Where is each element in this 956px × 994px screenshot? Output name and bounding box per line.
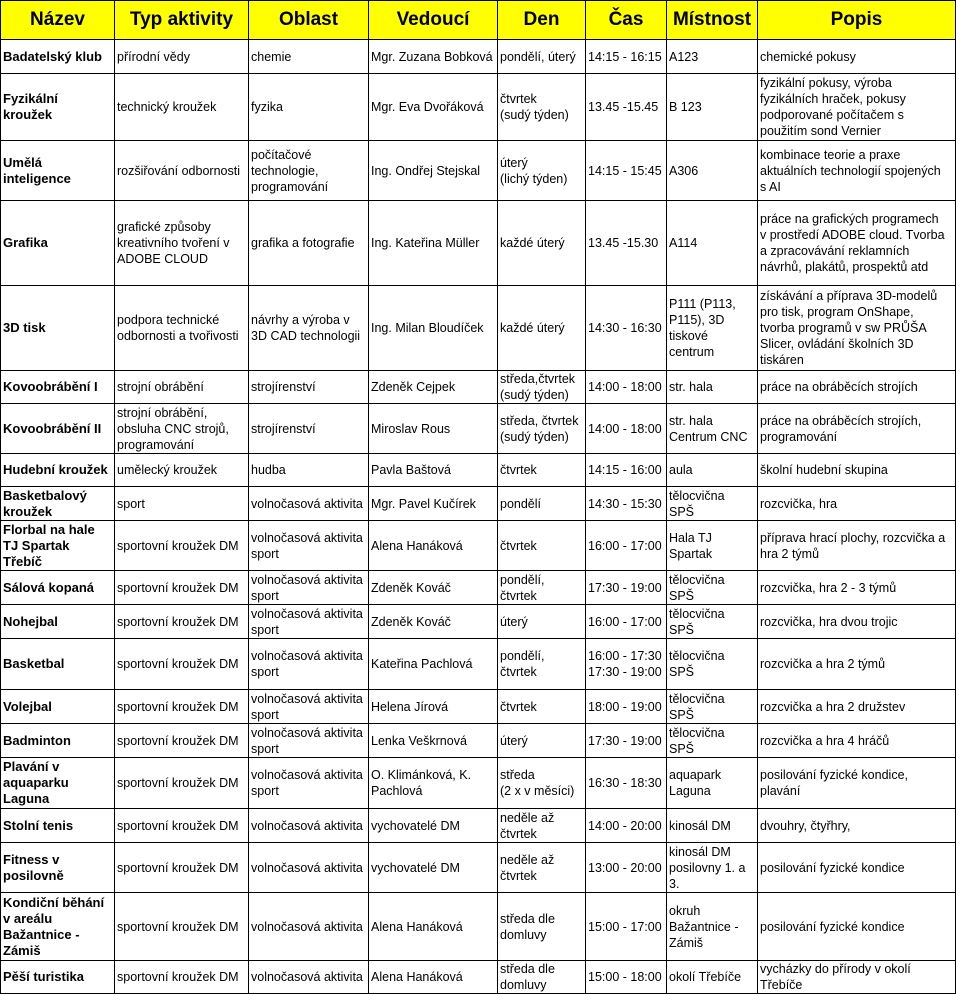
name-cell: Badminton	[1, 724, 115, 758]
room-cell: aula	[667, 454, 758, 487]
leader-cell: Alena Hanáková	[369, 893, 498, 961]
room-cell: tělocvična SPŠ	[667, 571, 758, 605]
area-cell: počítačové technologie, programování	[249, 141, 369, 201]
description-cell: získávání a příprava 3D-modelů pro tisk, program OnShape, tvorba programů v sw PRŮŠA Slicer, ovládání školních 3D tiskáren	[758, 286, 956, 371]
day-cell: čtvrtek	[498, 454, 586, 487]
day-cell: pondělí, úterý	[498, 40, 586, 74]
time-cell: 13.45 -15.30	[586, 201, 667, 286]
activity-type-cell: rozšiřování odbornosti	[115, 141, 249, 201]
leader-cell: Ing. Kateřina Müller	[369, 201, 498, 286]
description-cell: fyzikální pokusy, výroba fyzikálních hraček, pokusy podporované počítačem s použitím sond Vernier	[758, 74, 956, 141]
header-day: Den	[498, 1, 586, 40]
description-cell: rozcvička, hra dvou trojic	[758, 605, 956, 639]
room-cell: A123	[667, 40, 758, 74]
description-cell: posilování fyzické kondice	[758, 843, 956, 893]
leader-cell: Alena Hanáková	[369, 961, 498, 994]
name-cell: Basketbal	[1, 639, 115, 690]
table-row	[1, 141, 956, 201]
description-cell: školní hudební skupina	[758, 454, 956, 487]
area-cell: volnočasová aktivita	[249, 809, 369, 843]
activity-type-cell: sportovní kroužek DM	[115, 961, 249, 994]
leader-cell: Zdeněk Cejpek	[369, 371, 498, 404]
day-cell: úterý (lichý týden)	[498, 141, 586, 201]
time-cell: 14:15 - 16:00	[586, 454, 667, 487]
header-time: Čas	[586, 1, 667, 40]
area-cell: grafika a fotografie	[249, 201, 369, 286]
activity-type-cell: sportovní kroužek DM	[115, 571, 249, 605]
time-cell: 16:00 - 17:00	[586, 521, 667, 571]
day-cell: každé úterý	[498, 286, 586, 371]
name-cell: 3D tisk	[1, 286, 115, 371]
table-row	[1, 724, 956, 758]
time-cell: 17:30 - 19:00	[586, 724, 667, 758]
header-row	[1, 1, 956, 40]
activity-type-cell: sportovní kroužek DM	[115, 605, 249, 639]
leader-cell: Alena Hanáková	[369, 521, 498, 571]
room-cell: tělocvična SPŠ	[667, 487, 758, 521]
leader-cell: Ing. Milan Bloudíček	[369, 286, 498, 371]
name-cell: Basketbalový kroužek	[1, 487, 115, 521]
day-cell: středa,čtvrtek (sudý týden)	[498, 371, 586, 404]
header-area: Oblast	[249, 1, 369, 40]
table-row	[1, 286, 956, 371]
description-cell: posilování fyzické kondice, plavání	[758, 758, 956, 809]
room-cell: tělocvična SPŠ	[667, 724, 758, 758]
name-cell: Pěší turistika	[1, 961, 115, 994]
table-row	[1, 571, 956, 605]
time-cell: 16:00 - 17:30 17:30 - 19:00	[586, 639, 667, 690]
room-cell: A306	[667, 141, 758, 201]
activity-type-cell: sportovní kroužek DM	[115, 843, 249, 893]
leader-cell: Zdeněk Kováč	[369, 605, 498, 639]
time-cell: 13.45 -15.45	[586, 74, 667, 141]
description-cell: chemické pokusy	[758, 40, 956, 74]
day-cell: středa dle domluvy	[498, 893, 586, 961]
header-name: Název	[1, 1, 115, 40]
header-leader: Vedoucí	[369, 1, 498, 40]
activity-type-cell: sportovní kroužek DM	[115, 639, 249, 690]
table-row	[1, 74, 956, 141]
day-cell: čtvrtek	[498, 690, 586, 724]
day-cell: neděle až čtvrtek	[498, 843, 586, 893]
name-cell: Umělá inteligence	[1, 141, 115, 201]
table-row	[1, 690, 956, 724]
header-room: Místnost	[667, 1, 758, 40]
day-cell: středa, čtvrtek (sudý týden)	[498, 404, 586, 454]
leader-cell: Lenka Veškrnová	[369, 724, 498, 758]
name-cell: Grafika	[1, 201, 115, 286]
leader-cell: Mgr. Zuzana Bobková	[369, 40, 498, 74]
time-cell: 14:00 - 18:00	[586, 404, 667, 454]
name-cell: Plavání v aquaparku Laguna	[1, 758, 115, 809]
table-row	[1, 605, 956, 639]
leader-cell: O. Klimánková, K. Pachlová	[369, 758, 498, 809]
room-cell: aquapark Laguna	[667, 758, 758, 809]
time-cell: 16:30 - 18:30	[586, 758, 667, 809]
activity-type-cell: podpora technické odbornosti a tvořivosti	[115, 286, 249, 371]
description-cell: příprava hrací plochy, rozcvička a hra 2 týmů	[758, 521, 956, 571]
table-row	[1, 487, 956, 521]
activity-type-cell: sportovní kroužek DM	[115, 893, 249, 961]
area-cell: volnočasová aktivita sport	[249, 724, 369, 758]
name-cell: Florbal na hale TJ Spartak Třebíč	[1, 521, 115, 571]
description-cell: kombinace teorie a praxe aktuálních technologií spojených s AI	[758, 141, 956, 201]
time-cell: 15:00 - 17:00	[586, 893, 667, 961]
day-cell: středa dle domluvy	[498, 961, 586, 994]
description-cell: práce na obráběcích strojích	[758, 371, 956, 404]
room-cell: okolí Třebíče	[667, 961, 758, 994]
table-row	[1, 843, 956, 893]
name-cell: Kondiční běhání v areálu Bažantnice - Zámiš	[1, 893, 115, 961]
room-cell: Hala TJ Spartak	[667, 521, 758, 571]
activity-type-cell: sportovní kroužek DM	[115, 521, 249, 571]
day-cell: úterý	[498, 724, 586, 758]
activity-type-cell: grafické způsoby kreativního tvoření v ADOBE CLOUD	[115, 201, 249, 286]
activity-type-cell: umělecký kroužek	[115, 454, 249, 487]
description-cell: rozcvička a hra 2 družstev	[758, 690, 956, 724]
leader-cell: Pavla Baštová	[369, 454, 498, 487]
day-cell: pondělí, čtvrtek	[498, 571, 586, 605]
activity-type-cell: přírodní vědy	[115, 40, 249, 74]
time-cell: 16:00 - 17:00	[586, 605, 667, 639]
name-cell: Volejbal	[1, 690, 115, 724]
table-row	[1, 521, 956, 571]
room-cell: tělocvična SPŠ	[667, 690, 758, 724]
activity-type-cell: sport	[115, 487, 249, 521]
time-cell: 17:30 - 19:00	[586, 571, 667, 605]
activity-type-cell: sportovní kroužek DM	[115, 690, 249, 724]
area-cell: volnočasová aktivita sport	[249, 571, 369, 605]
description-cell: posilování fyzické kondice	[758, 893, 956, 961]
table-row	[1, 809, 956, 843]
area-cell: fyzika	[249, 74, 369, 141]
day-cell: každé úterý	[498, 201, 586, 286]
table-row	[1, 758, 956, 809]
time-cell: 14:15 - 15:45	[586, 141, 667, 201]
room-cell: kinosál DM posilovny 1. a 3.	[667, 843, 758, 893]
table-row	[1, 961, 956, 994]
name-cell: Fitness v posilovně	[1, 843, 115, 893]
activity-type-cell: technický kroužek	[115, 74, 249, 141]
description-cell: rozcvička, hra	[758, 487, 956, 521]
table-row	[1, 454, 956, 487]
description-cell: rozcvička, hra 2 - 3 týmů	[758, 571, 956, 605]
leader-cell: vychovatelé DM	[369, 809, 498, 843]
time-cell: 14:30 - 15:30	[586, 487, 667, 521]
day-cell: čtvrtek	[498, 521, 586, 571]
table-row	[1, 404, 956, 454]
activity-type-cell: sportovní kroužek DM	[115, 758, 249, 809]
name-cell: Nohejbal	[1, 605, 115, 639]
name-cell: Sálová kopaná	[1, 571, 115, 605]
time-cell: 15:00 - 18:00	[586, 961, 667, 994]
room-cell: B 123	[667, 74, 758, 141]
area-cell: chemie	[249, 40, 369, 74]
header-activity-type: Typ aktivity	[115, 1, 249, 40]
name-cell: Fyzikální kroužek	[1, 74, 115, 141]
leader-cell: vychovatelé DM	[369, 843, 498, 893]
activity-type-cell: strojní obrábění, obsluha CNC strojů, programování	[115, 404, 249, 454]
activity-type-cell: sportovní kroužek DM	[115, 724, 249, 758]
room-cell: kinosál DM	[667, 809, 758, 843]
name-cell: Stolní tenis	[1, 809, 115, 843]
area-cell: návrhy a výroba v 3D CAD technologii	[249, 286, 369, 371]
area-cell: volnočasová aktivita	[249, 487, 369, 521]
time-cell: 14:15 - 16:15	[586, 40, 667, 74]
day-cell: čtvrtek (sudý týden)	[498, 74, 586, 141]
room-cell: okruh Bažantnice - Zámiš	[667, 893, 758, 961]
leader-cell: Miroslav Rous	[369, 404, 498, 454]
description-cell: práce na obráběcích strojích, programování	[758, 404, 956, 454]
description-cell: dvouhry, čtyřhry,	[758, 809, 956, 843]
table-row	[1, 893, 956, 961]
room-cell: A114	[667, 201, 758, 286]
name-cell: Hudební kroužek	[1, 454, 115, 487]
table-row	[1, 40, 956, 74]
day-cell: úterý	[498, 605, 586, 639]
description-cell: rozcvička a hra 2 týmů	[758, 639, 956, 690]
area-cell: strojírenství	[249, 404, 369, 454]
name-cell: Kovoobrábění II	[1, 404, 115, 454]
day-cell: neděle až čtvrtek	[498, 809, 586, 843]
table-row	[1, 639, 956, 690]
table-body	[1, 40, 956, 994]
day-cell: pondělí, čtvrtek	[498, 639, 586, 690]
day-cell: pondělí	[498, 487, 586, 521]
area-cell: volnočasová aktivita sport	[249, 605, 369, 639]
time-cell: 13:00 - 20:00	[586, 843, 667, 893]
area-cell: volnočasová aktivita	[249, 961, 369, 994]
room-cell: str. hala	[667, 371, 758, 404]
description-cell: práce na grafických programech v prostředí ADOBE cloud. Tvorba a zpracovávání reklamních návrhů, plakátů, prospektů atd	[758, 201, 956, 286]
name-cell: Badatelský klub	[1, 40, 115, 74]
area-cell: volnočasová aktivita sport	[249, 639, 369, 690]
area-cell: volnočasová aktivita	[249, 843, 369, 893]
room-cell: str. hala Centrum CNC	[667, 404, 758, 454]
time-cell: 18:00 - 19:00	[586, 690, 667, 724]
room-cell: tělocvična SPŠ	[667, 605, 758, 639]
area-cell: volnočasová aktivita sport	[249, 758, 369, 809]
name-cell: Kovoobrábění I	[1, 371, 115, 404]
leader-cell: Zdeněk Kováč	[369, 571, 498, 605]
description-cell: rozcvička a hra 4 hráčů	[758, 724, 956, 758]
room-cell: tělocvična SPŠ	[667, 639, 758, 690]
activity-type-cell: sportovní kroužek DM	[115, 809, 249, 843]
area-cell: hudba	[249, 454, 369, 487]
leader-cell: Helena Jírová	[369, 690, 498, 724]
room-cell: P111 (P113, P115), 3D tiskové centrum	[667, 286, 758, 371]
leader-cell: Mgr. Pavel Kučírek	[369, 487, 498, 521]
header-description: Popis	[758, 1, 956, 40]
area-cell: volnočasová aktivita	[249, 893, 369, 961]
time-cell: 14:30 - 16:30	[586, 286, 667, 371]
leader-cell: Kateřina Pachlová	[369, 639, 498, 690]
description-cell: vycházky do přírody v okolí Třebíče	[758, 961, 956, 994]
table-row	[1, 201, 956, 286]
day-cell: středa (2 x v měsíci)	[498, 758, 586, 809]
area-cell: volnočasová aktivita sport	[249, 521, 369, 571]
leader-cell: Mgr. Eva Dvořáková	[369, 74, 498, 141]
table-row	[1, 371, 956, 404]
time-cell: 14:00 - 20:00	[586, 809, 667, 843]
time-cell: 14:00 - 18:00	[586, 371, 667, 404]
activity-type-cell: strojní obrábění	[115, 371, 249, 404]
leader-cell: Ing. Ondřej Stejskal	[369, 141, 498, 201]
area-cell: volnočasová aktivita sport	[249, 690, 369, 724]
area-cell: strojírenství	[249, 371, 369, 404]
